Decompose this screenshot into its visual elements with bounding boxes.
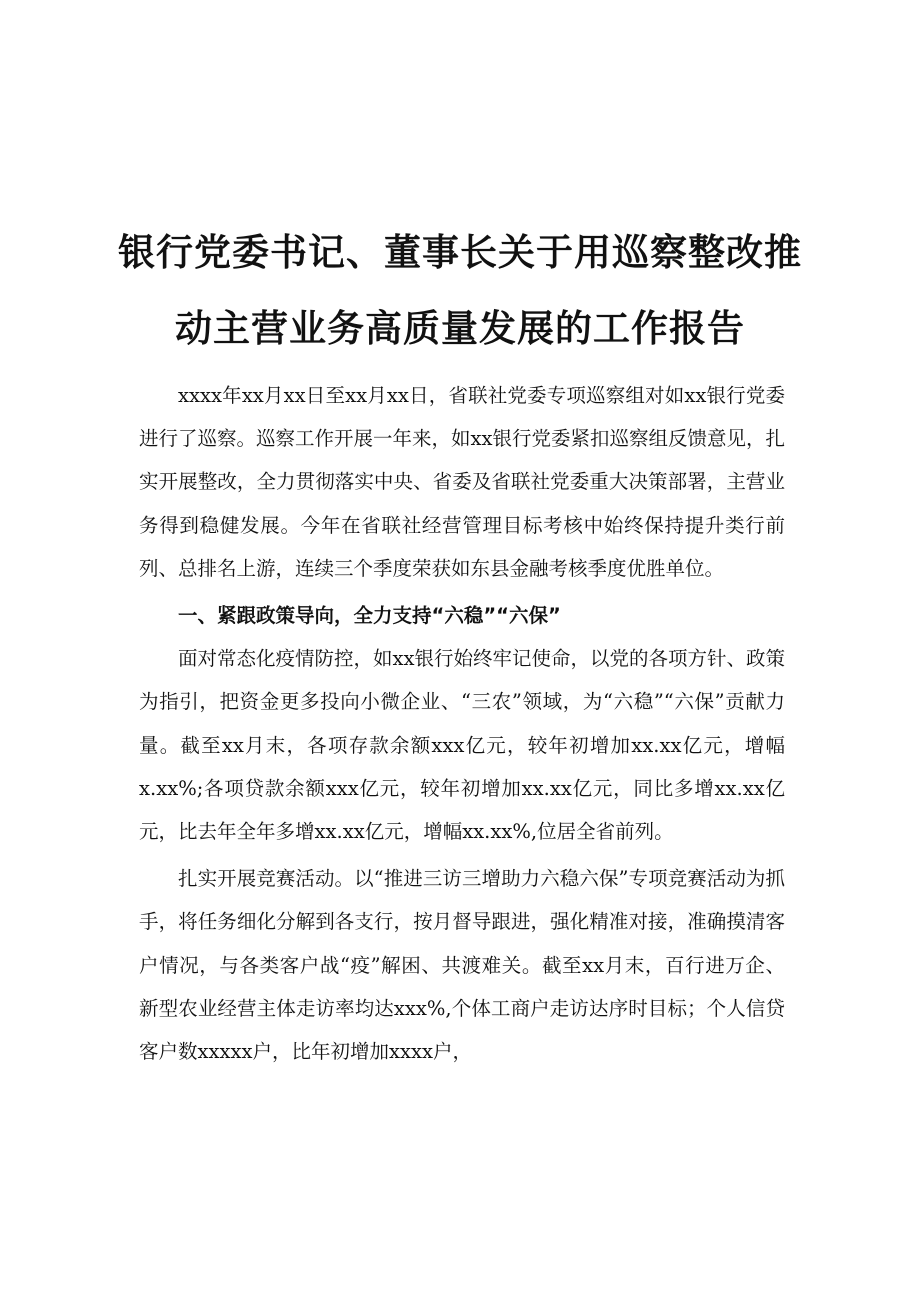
intro-paragraph: xxxx年xx月xx日至xx月xx日，省联社党委专项巡察组对如xx银行党委进行了巡察。巡察工作开展一年来，如xx银行党委紧扣巡察组反馈意见，扎实开展整改，全力贯彻落实中央、省委及省联社党委重大决策部署，主营业务得到稳健发展。今年在省联社经营管理目标考核中始终保持提升类行前列、总排名上游，连续三个季度荣获如东县金融考核季度优胜单位。	[139, 384, 785, 580]
section-heading-1: 一、紧跟政策导向，全力支持“六稳”“六保”	[178, 604, 561, 628]
title-line-2: 动主营业务高质量发展的工作报告	[175, 306, 745, 350]
section-1-paragraph-1: 面对常态化疫情防控，如xx银行始终牢记使命，以党的各项方针、政策为指引，把资金更多投向小微企业、“三农”领域，为“六稳”“六保”贡献力量。截至xx月末，各项存款余额xxx亿元，较年初增加xx.xx亿元，增幅x.xx%;各项贷款余额xxx亿元，较年初增加xx.xx亿元，同比多增xx.xx亿元，比去年全年多增xx.xx亿元，增幅xx.xx%,位居全省前列。	[139, 647, 785, 844]
section-1-paragraph-2: 扎实开展竞赛活动。以“推进三访三增助力六稳六保”专项竞赛活动为抓手，将任务细化分解到各支行，按月督导跟进，强化精准对接，准确摸清客户情况，与各类客户战“疫”解困、共渡难关。截至xx月末，百行进万企、新型农业经营主体走访率均达xxx%,个体工商户走访达序时目标；个人信贷客户数xxxxx户，比年初增加xxxx户，	[139, 867, 785, 1064]
document-body	[139, 374, 785, 1073]
document-title	[110, 215, 810, 367]
title-line-1: 银行党委书记、董事长关于用巡察整改推	[118, 230, 802, 274]
